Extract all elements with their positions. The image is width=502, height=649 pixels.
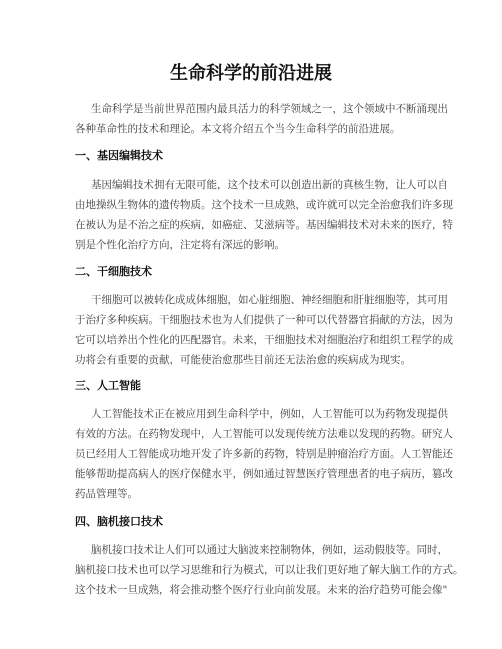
section-heading-gene-editing: 一、基因编辑技术 — [75, 149, 163, 162]
paragraph-line: 功将会有重要的贡献，可能使治愈那些目前还无法治愈的疾病成为现实。 — [75, 354, 411, 366]
paragraph-line: 它可以培养出个性化的匹配器官。未来，干细胞技术对细胞治疗和组织工程学的成 — [75, 334, 453, 346]
paragraph-line: 于治疗多种疾病。干细胞技术也为人们提供了一种可以代替器官捐献的方法，因为 — [75, 314, 453, 326]
section-heading-ai: 三、人工智能 — [75, 379, 141, 392]
section-paragraph-gene-editing — [75, 175, 453, 255]
paragraph-line: 这个技术一旦成熟，将会推动整个医疗行业向前发展。未来的治疗趋势可能会像" — [75, 584, 448, 596]
paragraph-line: 基因编辑技术拥有无限可能，这个技术可以创造出新的真核生物，让人可以自 — [91, 179, 448, 191]
paragraph-line: 在被认为是不治之症的疾病，如癌症、艾滋病等。基因编辑技术对未来的医疗，特 — [75, 219, 453, 231]
paragraph-line: 由地操纵生物体的遗传物质。这个技术一旦成熟，或许就可以完全治愈我们许多现 — [75, 199, 453, 211]
section-heading-stem-cells: 二、干细胞技术 — [75, 265, 152, 278]
paragraph-line: 干细胞可以被转化成成体细胞，如心脏细胞、神经细胞和肝脏细胞等，其可用 — [91, 294, 448, 306]
paragraph-line: 脑机接口技术也可以学习思维和行为模式，可以让我们更好地了解大脑工作的方式。 — [75, 564, 464, 576]
paragraph-line: 能够帮助提高病人的医疗保健水平，例如通过智慧医疗管理患者的电子病历，篡改 — [75, 468, 453, 480]
paragraph-line: 生命科学是当前世界范围内最具活力的科学领域之一，这个领域中不断涌现出 — [91, 103, 448, 115]
paragraph-line: 有效的方法。在药物发现中，人工智能可以发现传统方法难以发现的药物。研究人 — [75, 428, 453, 440]
section-paragraph-stem-cells — [75, 290, 453, 370]
paragraph-line: 脑机接口技术让人们可以通过大脑波来控制物体，例如，运动假肢等。同时， — [91, 544, 448, 556]
paragraph-line: 员已经用人工智能成功地开发了许多新的药物，特别是肿瘤治疗方面。人工智能还 — [75, 448, 453, 460]
paragraph-line: 各种革命性的技术和理论。本文将介绍五个当今生命科学的前沿进展。 — [75, 123, 401, 135]
page-title: 生命科学的前沿进展 — [170, 63, 332, 84]
intro-paragraph — [75, 99, 448, 139]
paragraph-line: 人工智能技术正在被应用到生命科学中，例如，人工智能可以为药物发现提供 — [91, 408, 448, 420]
paragraph-line: 药品管理等。 — [75, 488, 138, 500]
section-paragraph-bci — [75, 540, 464, 600]
paragraph-line: 别是个性化治疗方向，注定将有深远的影响。 — [75, 239, 285, 251]
section-paragraph-ai — [75, 404, 453, 504]
section-heading-bci: 四、脑机接口技术 — [75, 515, 163, 528]
